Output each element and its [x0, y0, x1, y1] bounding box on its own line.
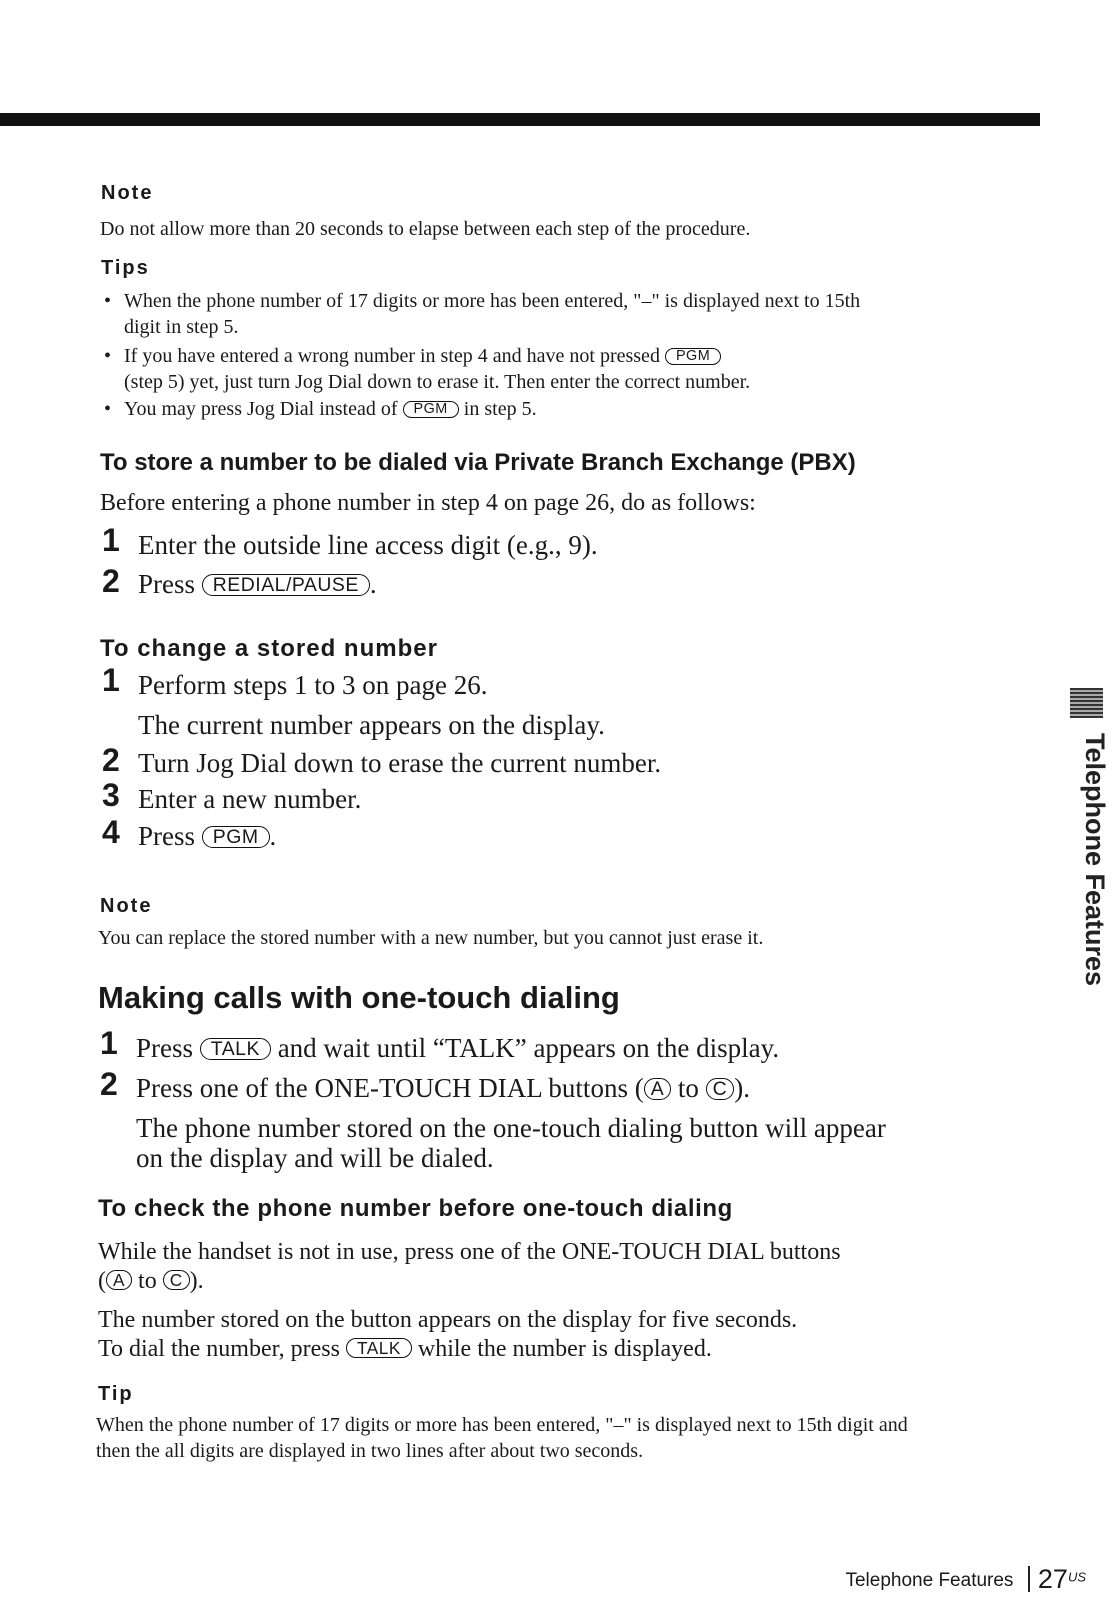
step-text: Press — [138, 821, 196, 851]
talk-key-icon: TALK — [200, 1038, 271, 1060]
para-text: While the handset is not in use, press one of the ONE-TOUCH DIAL buttons ( — [98, 1239, 841, 1294]
change-step-1-sub: The current number appears on the display. — [138, 710, 605, 740]
section-side-label: Telephone Features — [1080, 733, 1110, 987]
step-text: Press — [138, 569, 196, 599]
pbx-step-2 — [138, 566, 377, 602]
step-text: Press one of the ONE-TOUCH DIAL buttons ( — [136, 1073, 644, 1103]
tip-text: in step 5. — [463, 398, 537, 420]
tip-text: You may press Jog Dial instead of — [124, 398, 398, 420]
tip-item: • When the phone number of 17 digits or more has been entered, "–" is displayed next to 15th digit in step 5. — [100, 288, 884, 340]
step-text: and wait until “TALK” appears on the display. — [277, 1033, 780, 1063]
step-number: 1 — [102, 662, 120, 698]
page-footer — [845, 1564, 1086, 1595]
step-number: 1 — [102, 522, 120, 558]
note-text: You can replace the stored number with a new number, but you cannot just erase it. — [98, 927, 764, 949]
change-step-1: Perform steps 1 to 3 on page 26. — [138, 670, 488, 700]
step-text: . — [369, 569, 377, 599]
section-marker-block — [1070, 688, 1103, 718]
footer-divider — [1028, 1566, 1030, 1592]
tip-text: If you have entered a wrong number in step 4 and have not pressed — [124, 345, 660, 367]
note-heading: Note — [101, 182, 154, 204]
c-key-icon: C — [706, 1078, 735, 1100]
step-number: 2 — [100, 1066, 118, 1102]
step-number: 4 — [102, 814, 120, 850]
pgm-key-icon: PGM — [665, 348, 721, 365]
tip-text: (step 5) yet, just turn Jog Dial down to erase it. Then enter the correct number. — [124, 371, 751, 393]
onetouch-heading: Making calls with one-touch dialing — [98, 980, 620, 1015]
tip-text: When the phone number of 17 digits or more has been entered, "–" is displayed next to 15th digit and then the all digits are displayed in two lines after about two seconds. — [96, 1414, 908, 1462]
pgm-key-icon: PGM — [403, 401, 459, 418]
page-number: 27 — [1037, 1564, 1068, 1594]
check-heading: To check the phone number before one-touch dialing — [98, 1195, 733, 1222]
footer-section: Telephone Features — [845, 1570, 1014, 1591]
tips-list — [100, 288, 900, 422]
tip-item — [100, 343, 900, 395]
section-side-tab — [1062, 733, 1112, 1003]
step-number: 1 — [100, 1025, 118, 1061]
pbx-intro: Before entering a phone number in step 4 on page 26, do as follows: — [100, 490, 756, 516]
para-text: while the number is displayed. — [417, 1336, 712, 1362]
step-text: Press — [136, 1033, 194, 1063]
tips-heading: Tips — [101, 257, 150, 279]
para-text: to — [138, 1268, 157, 1294]
tip-heading: Tip — [98, 1383, 134, 1405]
a-key-icon: A — [644, 1078, 671, 1100]
change-step-2: Turn Jog Dial down to erase the current number. — [138, 748, 662, 778]
check-para-2 — [98, 1306, 918, 1364]
a-key-icon: A — [106, 1270, 132, 1290]
top-rule — [0, 113, 1040, 126]
change-step-3: Enter a new number. — [138, 784, 362, 814]
step-text: ). — [734, 1073, 750, 1103]
talk-key-icon: TALK — [346, 1338, 412, 1358]
pgm-key-icon: PGM — [202, 826, 270, 848]
onetouch-step-2 — [136, 1070, 750, 1106]
note-heading: Note — [100, 895, 153, 917]
onetouch-step-2-sub: The phone number stored on the one-touch dialing button will appear on the display and will be dialed. — [136, 1113, 886, 1173]
change-heading: To change a stored number — [100, 635, 438, 662]
onetouch-step-1 — [136, 1030, 779, 1066]
step-number: 3 — [102, 777, 120, 813]
pbx-heading: To store a number to be dialed via Private Branch Exchange (PBX) — [100, 449, 856, 476]
step-number: 2 — [102, 563, 120, 599]
para-text: To dial the number, press — [98, 1336, 340, 1362]
step-text: . — [269, 821, 277, 851]
c-key-icon: C — [163, 1270, 190, 1290]
para-text: ). — [189, 1268, 204, 1294]
check-para-1 — [98, 1238, 848, 1296]
para-text: The number stored on the button appears on the display for five seconds. — [98, 1307, 798, 1333]
page-suffix: US — [1067, 1569, 1086, 1585]
change-step-4 — [138, 818, 276, 854]
tip-item — [100, 396, 900, 422]
pbx-step-1: Enter the outside line access digit (e.g., 9). — [138, 530, 598, 560]
step-number: 2 — [102, 742, 120, 778]
step-text: to — [677, 1073, 699, 1103]
note-text: Do not allow more than 20 seconds to elapse between each step of the procedure. — [100, 218, 751, 240]
redial-pause-key-icon: REDIAL/PAUSE — [202, 574, 370, 596]
